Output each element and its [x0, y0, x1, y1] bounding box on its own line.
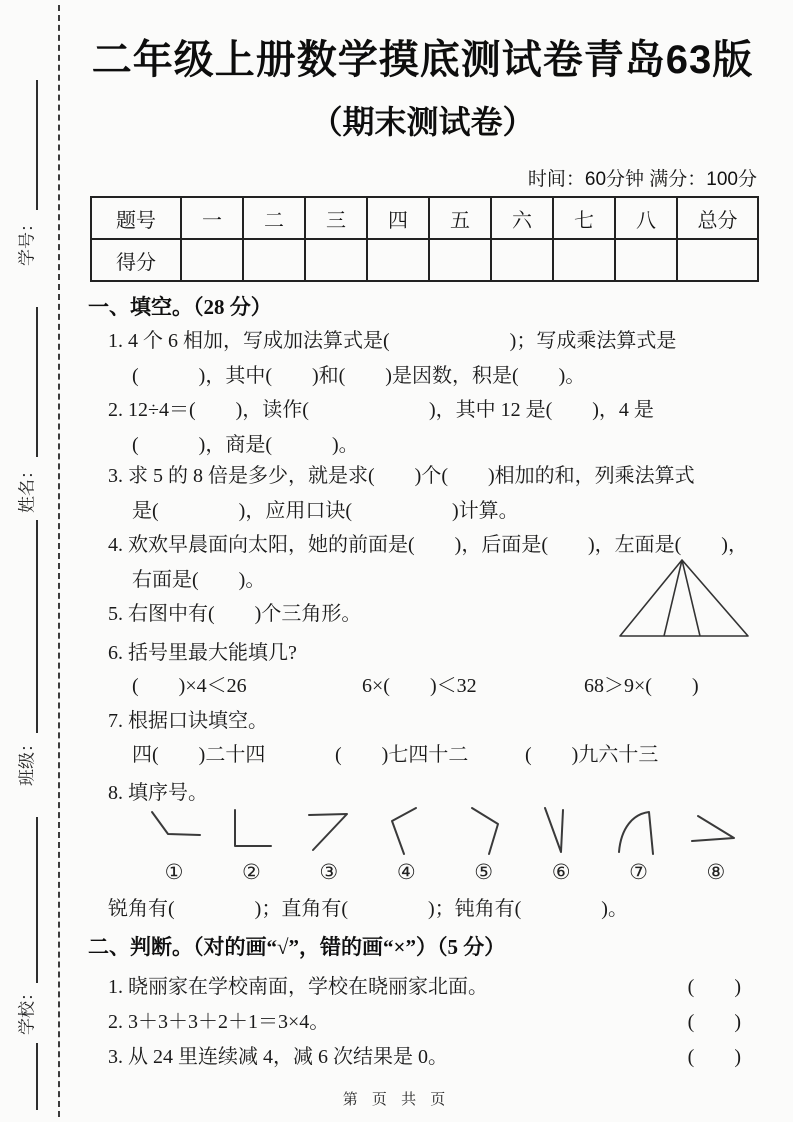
- score-cell: [367, 239, 429, 281]
- curved-side-angle-icon: [609, 806, 669, 856]
- angle-figures-row: [143, 806, 747, 885]
- angle-number-label: ②: [242, 860, 261, 884]
- angle-figure-6: [530, 806, 592, 885]
- score-table-header-cell: 七: [553, 197, 615, 239]
- section2-heading: 二、判断。（对的画“√”，错的画“×”）（5 分）: [88, 935, 506, 959]
- judge-item-1: [108, 970, 741, 999]
- q6-item-2: 6×( )＜32: [362, 675, 477, 697]
- score-table-header-cell: 八: [615, 197, 677, 239]
- q8-heading: 8. 填序号。: [108, 782, 208, 804]
- q8-answer-line: 锐角有( )；直角有( )；钝角有( )。: [108, 898, 628, 920]
- score-table-header-cell: 题号: [91, 197, 181, 239]
- angle-number-label: ③: [319, 860, 339, 884]
- judge-answer-blank: ( ): [687, 1046, 741, 1068]
- sidebar-label-school: 学校：: [17, 984, 37, 1035]
- q6-heading: 6. 括号里最大能填几?: [108, 642, 297, 664]
- judge-item-3: [108, 1040, 741, 1069]
- angle-number-label: ④: [396, 860, 416, 884]
- score-cell: [181, 239, 243, 281]
- score-row-label: 得分: [91, 239, 181, 281]
- acute-angle-icon: [686, 806, 746, 856]
- angle-number-label: ⑤: [474, 860, 494, 884]
- angle-figure-5: [453, 806, 515, 885]
- q2-line2: ( )，商是( )。: [132, 434, 359, 456]
- score-table-header-cell: 三: [305, 197, 367, 239]
- angle-figure-1: [143, 806, 205, 885]
- q2-line1: 2. 12÷4＝( )，读作( )，其中 12 是( )，4 是: [108, 399, 654, 421]
- obtuse-angle-icon: [454, 806, 514, 856]
- sidebar-fill-line: [36, 80, 38, 210]
- q3-line1: 3. 求 5 的 8 倍是多少，就是求( )个( )相加的和，列乘法算式: [108, 465, 695, 487]
- angle-figure-7: [608, 806, 670, 885]
- q6-item-3: 68＞9×( ): [584, 675, 699, 697]
- q1-line1: 1. 4 个 6 相加，写成加法算式是( )；写成乘法算式是: [108, 330, 677, 352]
- judge-item-text: 3. 从 24 里连续减 4，减 6 次结果是 0。: [108, 1046, 448, 1068]
- judge-answer-blank: ( ): [687, 976, 741, 998]
- angle-number-label: ①: [164, 860, 184, 884]
- score-cell: [305, 239, 367, 281]
- q3-line2: 是( )，应用口诀( )计算。: [132, 500, 519, 522]
- triangle-figure: [614, 552, 759, 649]
- judge-item-text: 2. 3＋3＋3＋2＋1＝3×4。: [108, 1011, 330, 1033]
- q7-item-3: ( )九六十三: [525, 744, 659, 766]
- section1-heading: 一、填空。（28 分）: [88, 295, 272, 319]
- angle-number-label: ⑥: [551, 860, 571, 884]
- angle-number-label: ⑧: [706, 860, 726, 884]
- q4-line1: 4. 欢欢早晨面向太阳，她的前面是( )，后面是( )，左面是( )，: [108, 534, 748, 556]
- angle-figure-3: [298, 806, 360, 885]
- q7-item-2: ( )七四十二: [335, 744, 469, 766]
- judge-answer-blank: ( ): [687, 1011, 741, 1033]
- angle-figure-2: [220, 806, 282, 885]
- score-table-header-cell: 六: [491, 197, 553, 239]
- score-table-header-cell: 五: [429, 197, 491, 239]
- right-angle-icon: [221, 806, 281, 856]
- page-footer: 第 页 共 页: [342, 1091, 451, 1108]
- score-table-score-row: [91, 239, 758, 281]
- acute-angle-icon: [299, 806, 359, 856]
- score-table-header-cell: 总分: [677, 197, 758, 239]
- score-cell: [243, 239, 305, 281]
- sidebar-fill-line: [36, 307, 38, 457]
- angle-number-label: ⑦: [629, 860, 648, 884]
- sidebar-label-class: 班级：: [17, 735, 37, 786]
- score-table-header-row: [91, 197, 758, 239]
- acute-angle-icon: [376, 806, 436, 856]
- score-table-header-cell: 四: [367, 197, 429, 239]
- time-and-score-info: 时间：60分钟 满分：100分: [527, 169, 757, 190]
- binding-dashed-line: [58, 5, 60, 1117]
- q4-line2: 右面是( )。: [132, 569, 266, 591]
- sidebar-fill-line: [36, 520, 38, 733]
- angle-figure-4: [375, 806, 437, 885]
- score-cell: [491, 239, 553, 281]
- sidebar-label-name: 姓名：: [17, 462, 37, 513]
- sidebar-label-student-number: 学号：: [17, 215, 37, 266]
- page-title: 二年级上册数学摸底测试卷青岛63版: [91, 38, 754, 82]
- score-cell: [553, 239, 615, 281]
- q7-heading: 7. 根据口诀填空。: [108, 710, 268, 732]
- score-table-header-cell: 二: [243, 197, 305, 239]
- page-subtitle: （期末测试卷）: [310, 104, 535, 140]
- judge-item-text: 1. 晓丽家在学校南面，学校在晓丽家北面。: [108, 976, 488, 998]
- score-cell: [615, 239, 677, 281]
- obtuse-angle-icon: [144, 806, 204, 856]
- q6-item-1: ( )×4＜26: [132, 675, 247, 697]
- sidebar-fill-line: [36, 817, 38, 983]
- angle-figure-8: [685, 806, 747, 885]
- score-cell: [677, 239, 758, 281]
- narrow-acute-angle-icon: [531, 806, 591, 856]
- score-cell: [429, 239, 491, 281]
- q5-line: 5. 右图中有( )个三角形。: [108, 603, 362, 625]
- score-table: [90, 196, 759, 282]
- q1-line2: ( )，其中( )和( )是因数，积是( )。: [132, 365, 586, 387]
- judge-item-2: [108, 1005, 741, 1034]
- score-table-header-cell: 一: [181, 197, 243, 239]
- q7-item-1: 四( )二十四: [132, 744, 266, 766]
